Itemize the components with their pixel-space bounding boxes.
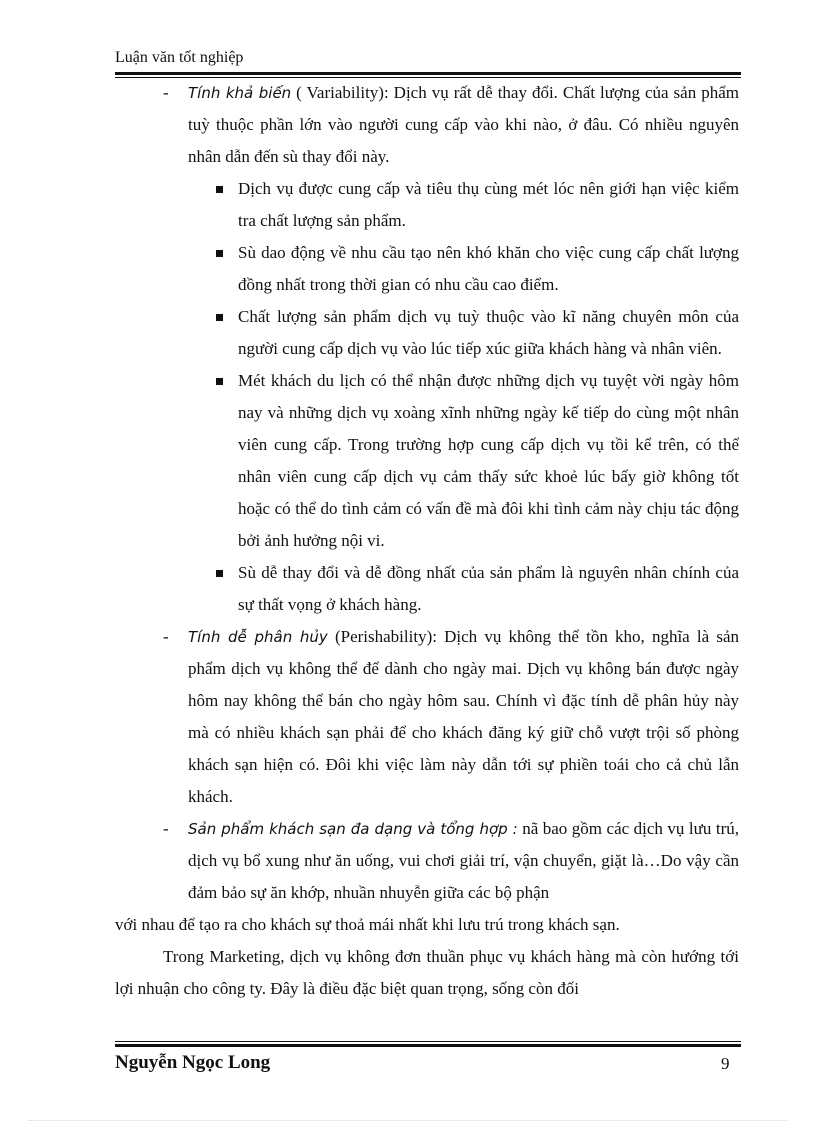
dash-marker: - <box>163 627 169 646</box>
bullet-text: Chất lượng sản phẩm dịch vụ tuỳ thuộc vào kĩ năng chuyên môn của người cung cấp dịch vụ vào lúc tiếp xúc giữa khách hàng và nhân viên. <box>238 307 739 358</box>
bullet-text: Dịch vụ được cung cấp và tiêu thụ cùng mét lóc nên giới hạn việc kiểm tra chất lượng sản phẩm. <box>238 179 739 230</box>
header-rule-thick <box>115 72 741 75</box>
term-variability: Tính khả biến <box>188 84 292 102</box>
footer-rule-thin <box>115 1041 741 1042</box>
list-item-perishability <box>115 621 739 813</box>
closing-paragraph: Trong Marketing, dịch vụ không đơn thuần phục vụ khách hàng mà còn hướng tới lợi nhuận cho công ty. Đây là điều đặc biệt quan trọng, sống còn đối <box>115 947 739 998</box>
bullet-item <box>115 301 739 365</box>
square-bullet-icon <box>216 378 223 385</box>
dash-marker: - <box>163 819 169 838</box>
bullet-item <box>115 237 739 301</box>
list-item-variability <box>115 77 739 173</box>
footer-author: Nguyễn Ngọc Long <box>115 1052 271 1073</box>
term-perishability: Tính dễ phân hủy <box>188 628 328 646</box>
bullet-item <box>115 557 739 621</box>
bullet-text: Sù dễ thay đổi và dễ đồng nhất của sản phẩm là nguyên nhân chính của sự thất vọng ở khách hàng. <box>238 563 739 614</box>
page-body <box>115 77 739 1005</box>
dash-marker: - <box>163 83 169 102</box>
diversity-text: nã bao gồm các dịch vụ lưu trú, dịch vụ bổ xung như ăn uống, vui chơi giải trí, vận chuyển, giặt là…Do vậy cần đảm bảo sự ăn khớp, nhuần nhuyễn giữa các bộ phận <box>188 819 739 902</box>
term-diversity: Sản phẩm khách sạn đa dạng và tổng hợp : <box>188 820 518 838</box>
perishability-text: (Perishability): Dịch vụ không thể tồn kho, nghĩa là sản phẩm dịch vụ không thể để dành cho ngày mai. Dịch vụ không bán được ngày hôm nay không thể bán cho ngày hôm sau. Chính vì đặc tính dễ phân hủy này mà có nhiều khách sạn phải để cho khách đăng ký giữ chỗ vượt trội số phòng khách sạn hiện có. Đôi khi việc làm này dẫn tới sự phiền toái cho cả chủ lẫn khách. <box>188 627 740 806</box>
square-bullet-icon <box>216 186 223 193</box>
page-number: 9 <box>721 1054 730 1073</box>
footer-rule-thick <box>115 1044 741 1047</box>
bullet-text: Sù dao động về nhu cầu tạo nên khó khăn cho việc cung cấp chất lượng đồng nhất trong thời gian có nhu cầu cao điểm. <box>238 243 739 294</box>
variability-text: ( Variability): Dịch vụ rất dễ thay đổi. Chất lượng của sản phẩm tuỳ thuộc phần lớn vào người cung cấp vào khi nào, ở đâu. Có nhiều nguyên nhân dẫn đến sù thay đổi này. <box>188 83 739 166</box>
square-bullet-icon <box>216 314 223 321</box>
diversity-text-continued: với nhau để tạo ra cho khách sự thoả mái nhất khi lưu trú trong khách sạn. <box>115 915 620 934</box>
square-bullet-icon <box>216 570 223 577</box>
running-header: Luận văn tốt nghiệp <box>115 49 244 66</box>
bullet-item <box>115 365 739 557</box>
list-item-diversity <box>115 813 739 909</box>
bullet-item <box>115 173 739 237</box>
bullet-text: Mét khách du lịch có thể nhận được những dịch vụ tuyệt vời ngày hôm nay và những dịch vụ xoàng xĩnh những ngày kế tiếp do cùng một nhân viên cung cấp. Trong trường hợp cung cấp dịch vụ tồi kể trên, có thể nhân viên cung cấp dịch vụ cảm thấy sức khoẻ lúc bấy giờ không tốt hoặc có thể do tình cảm có vấn đề mà đôi khi tình cảm này chịu tác động bởi ảnh hưởng nội vi. <box>238 371 739 550</box>
page-edge-divider <box>28 1120 788 1121</box>
square-bullet-icon <box>216 250 223 257</box>
